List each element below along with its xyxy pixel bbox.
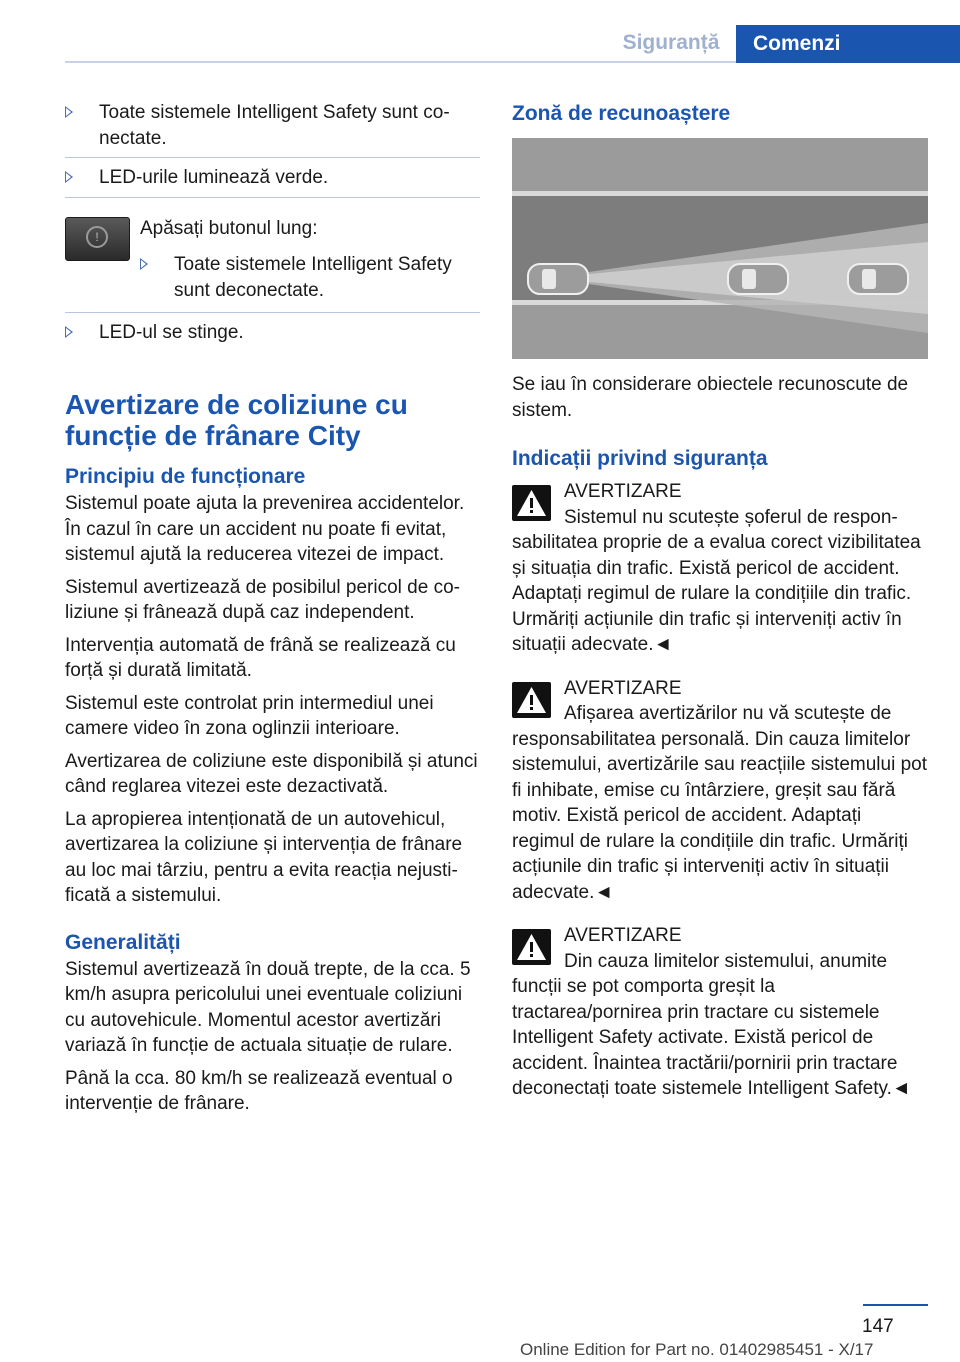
principle-heading: Principiu de funcționare [65, 465, 306, 488]
paragraph: Avertizarea de coliziune este disponibilă și atunci când reglarea vitezei este dezactivată. [65, 750, 478, 797]
general-heading: Generalități [65, 930, 181, 954]
warning-icon [512, 929, 551, 965]
warning-text: Afișarea avertizărilor nu vă scutește de responsabilitatea personală. Din cauza limitelor sistemului, avertizările sau reacțiile sistemului pot fi inhibate, emise cu întârziere, greșit sau fără motiv. Există pericol de accident. Adaptați regimul de rulare la condițiile din trafic. Urmăriți acțiunile din trafic și interveniți activ în situații adecvate.◄ [512, 703, 927, 903]
warning-label: AVERTIZARE [564, 677, 682, 699]
list-item: LED-urile luminează verde. [65, 165, 480, 191]
right-column [512, 100, 928, 1120]
warning-text: Din cauza limitelor sistemului, anumite funcții se pot comporta greșit la tractarea/pornirea prin tractare cu sistemele Intelligent Safety activate. Există pericol de accident. Înaintea tractării/pornirii prin tractare deconectați toate sistemele Intelligent Safety.◄ [512, 950, 911, 1099]
edition-footer: Online Edition for Part no. 01402985451 - X/17 [520, 1340, 874, 1359]
page-number: 147 [862, 1316, 894, 1337]
button-instruction-block [65, 208, 480, 320]
warning-label: AVERTIZARE [564, 481, 682, 502]
bullet-triangle-icon [65, 171, 73, 183]
bullet-triangle-icon [65, 106, 73, 118]
intelligent-safety-button-icon: ! [65, 217, 130, 261]
paragraph: Sistemul avertizează în două trepte, de la cca. 5 km/h asupra pericolului unei eventuale coliziuni cu autovehicule. Momentul acestor avertizări variază în funcție de actuala situație de rulare. [65, 958, 471, 1056]
paragraph: Sistemul poate ajuta la prevenirea accidentelor. În cazul în care un accident nu poate fi evitat, sistemul ajută la reducerea vitezei de impact. [65, 493, 465, 565]
bullet-triangle-icon [140, 258, 148, 270]
warning-text: Sistemul nu scutește șoferul de responsabilitatea proprie de a evalua corect vizibilitatea și situația din trafic. Există pericol de accident. Adaptați regimul de rulare la condițiile din trafic. Urmăriți acțiunile din trafic și interveniți activ în situații adecvate.◄ [512, 506, 921, 655]
detection-zone-illustration [512, 138, 928, 359]
list-item: LED-ul se stinge. [65, 320, 480, 346]
paragraph: La apropierea intenționată de un autovehicul, avertizarea la coliziune și intervenția de frânare au loc mai târziu, pentru a evita reacția nejustificată a sistemului. [65, 808, 463, 906]
divider [65, 197, 480, 198]
safety-heading: Indicații privind siguranța [512, 447, 768, 470]
tab-section[interactable]: Siguranță [622, 31, 720, 54]
paragraph: Sistemul este controlat prin intermediul unei camere video în zona oglinzii interioare. [65, 692, 434, 739]
zone-heading: Zonă de recunoaștere [512, 102, 731, 125]
paragraph: Intervenția automată de frână se realizează cu forță și durată limitată. [65, 634, 456, 681]
left-column [65, 100, 480, 1124]
warning-block [512, 479, 928, 658]
warning-icon [512, 682, 551, 718]
paragraph: Sistemul avertizează de posibilul pericol de coliziune și frânează după caz independent. [65, 576, 460, 623]
list-item: Toate sistemele Intelligent Safety sunt deconectate. [140, 252, 480, 303]
zone-caption: Se iau în considerare obiectele recunoscute de sistem. [512, 374, 909, 421]
section-title: Avertizare de coliziune cu funcție de frânare City [65, 389, 408, 451]
tab-chapter[interactable]: Comenzi [736, 25, 960, 63]
warning-block [512, 923, 928, 1102]
warning-block [512, 676, 928, 906]
road-detection-diagram [512, 138, 928, 359]
button-instruction: Apăsați butonul lung: [140, 217, 318, 239]
list-item: Toate sistemele Intelligent Safety sunt conectate. [65, 100, 480, 151]
paragraph: Până la cca. 80 km/h se realizează eventual o intervenție de frânare. [65, 1067, 453, 1114]
warning-icon [512, 485, 551, 521]
divider [65, 157, 480, 158]
footer-rule [863, 1304, 928, 1306]
warning-label: AVERTIZARE [564, 925, 682, 946]
bullet-triangle-icon [65, 326, 73, 338]
